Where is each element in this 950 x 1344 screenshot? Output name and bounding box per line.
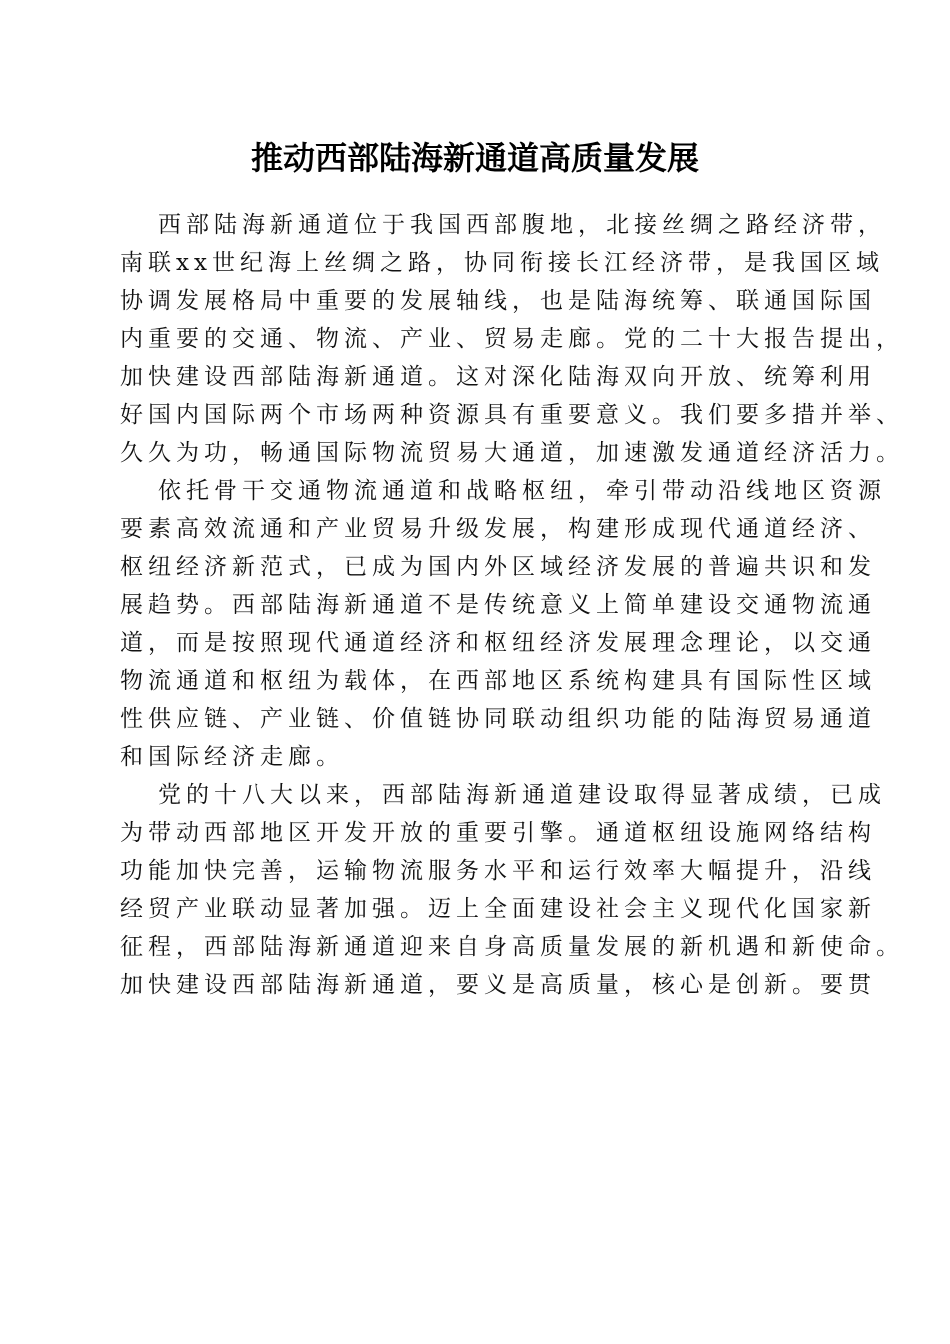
paragraph-line: 功能加快完善，运输物流服务水平和运行效率大幅提升，沿线: [120, 858, 876, 884]
paragraph-line: 物流通道和枢纽为载体，在西部地区系统构建具有国际性区域: [120, 668, 876, 694]
paragraph-line: 内重要的交通、物流、产业、贸易走廊。党的二十大报告提出，: [120, 326, 904, 352]
document-body: [120, 206, 904, 1004]
paragraph-line: 党的十八大以来，西部陆海新通道建设取得显著成绩，已成: [158, 782, 886, 808]
paragraph-line: 好国内国际两个市场两种资源具有重要意义。我们要多措并举、: [120, 402, 904, 428]
paragraph-line: 加快建设西部陆海新通道。这对深化陆海双向开放、统筹利用: [120, 364, 876, 390]
paragraph-line: 枢纽经济新范式，已成为国内外区域经济发展的普遍共识和发: [120, 554, 876, 580]
paragraph-line: 依托骨干交通物流通道和战略枢纽，牵引带动沿线地区资源: [158, 478, 886, 504]
paragraph-line: 展趋势。西部陆海新通道不是传统意义上简单建设交通物流通: [120, 592, 876, 618]
paragraph-line: 南联xx世纪海上丝绸之路，协同衔接长江经济带，是我国区域: [120, 250, 884, 276]
document-title: 推动西部陆海新通道高质量发展: [250, 139, 699, 177]
paragraph-line: 性供应链、产业链、价值链协同联动组织功能的陆海贸易通道: [120, 706, 876, 732]
paragraph-line: 为带动西部地区开发开放的重要引擎。通道枢纽设施网络结构: [120, 820, 876, 846]
paragraph-line: 征程，西部陆海新通道迎来自身高质量发展的新机遇和新使命。: [120, 934, 904, 960]
paragraph-line: 加快建设西部陆海新通道，要义是高质量，核心是创新。要贯: [120, 972, 876, 998]
paragraph-line: 久久为功，畅通国际物流贸易大通道，加速激发通道经济活力。: [120, 440, 904, 466]
paragraph-line: 协调发展格局中重要的发展轴线，也是陆海统筹、联通国际国: [120, 288, 876, 314]
paragraph-line: 西部陆海新通道位于我国西部腹地，北接丝绸之路经济带，: [158, 212, 886, 238]
paragraph-line: 要素高效流通和产业贸易升级发展，构建形成现代通道经济、: [120, 516, 876, 542]
paragraph-line: 道，而是按照现代通道经济和枢纽经济发展理念理论，以交通: [120, 630, 876, 656]
paragraph-line: 经贸产业联动显著加强。迈上全面建设社会主义现代化国家新: [120, 896, 876, 922]
paragraph-line: 和国际经济走廊。: [120, 744, 344, 770]
